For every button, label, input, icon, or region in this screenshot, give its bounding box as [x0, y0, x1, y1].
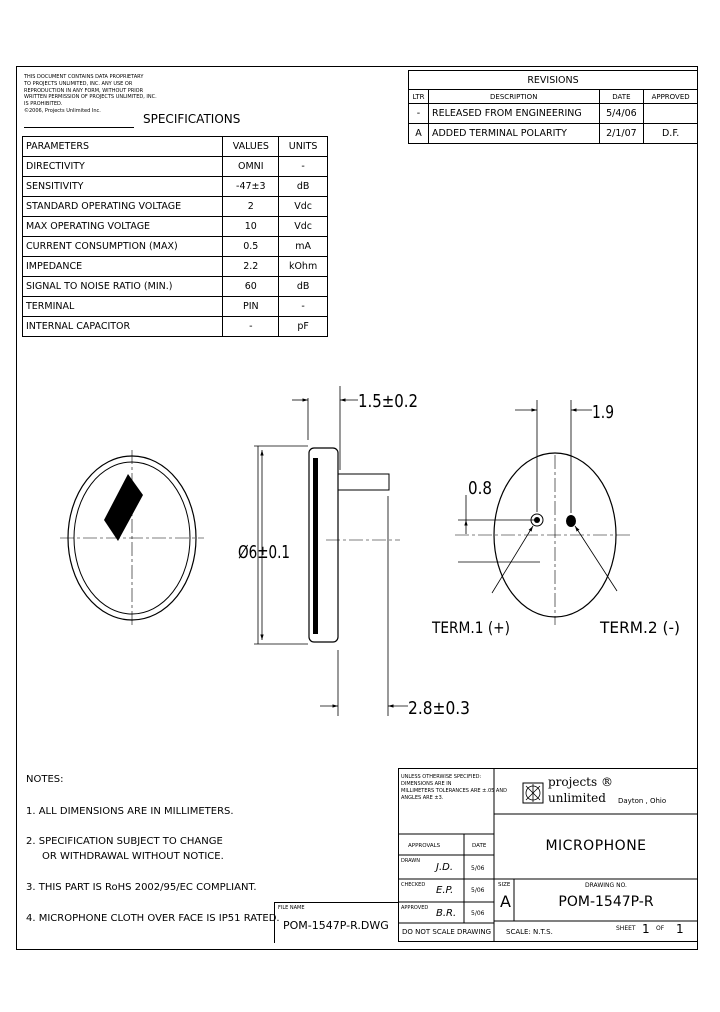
- drawing-title: MICROPHONE: [545, 838, 647, 854]
- of-label: OF: [656, 925, 665, 932]
- column-header: DATE: [599, 90, 644, 104]
- title-block: [398, 768, 698, 942]
- drawn-date: 5/06: [471, 865, 485, 872]
- felt-patch: [104, 474, 143, 541]
- checked-label: CHECKED: [401, 882, 426, 888]
- spec-parameter: MAX OPERATING VOLTAGE: [23, 217, 223, 237]
- scale-label: SCALE: N.T.S.: [506, 928, 553, 936]
- drawing-no-label: DRAWING NO.: [585, 882, 627, 889]
- approved-by: B.R.: [436, 908, 457, 919]
- company-logo-icon: [522, 782, 544, 804]
- notice-line: IS PROHIBITED.: [24, 101, 63, 108]
- spec-parameter: SENSITIVITY: [23, 177, 223, 197]
- spec-value: 60: [223, 277, 279, 297]
- tolerance-line: MILLIMETERS TOLERANCES ARE ±.05 AND: [401, 788, 507, 794]
- drawn-label: DRAWN: [401, 858, 420, 864]
- revisions-title: REVISIONS: [409, 71, 698, 90]
- notice-line: REPRODUCTION IN ANY FORM, WITHOUT PRIOR: [24, 87, 144, 94]
- spec-value: -: [223, 317, 279, 337]
- revision-description: RELEASED FROM ENGINEERING: [428, 104, 599, 124]
- spec-value: OMNI: [223, 157, 279, 177]
- revision-approved: D.F.: [644, 124, 698, 144]
- note-item: 2. SPECIFICATION SUBJECT TO CHANGE: [26, 836, 223, 847]
- file-name: POM-1547P-R.DWG: [283, 919, 389, 932]
- approved-label: APPROVED: [401, 905, 429, 911]
- checked-date: 5/06: [471, 887, 485, 894]
- tolerance-line: UNLESS OTHERWISE SPECIFIED:: [401, 774, 482, 780]
- tolerance-line: DIMENSIONS ARE IN: [401, 781, 452, 787]
- spec-unit: pF: [279, 317, 328, 337]
- revision-ltr: A: [409, 124, 429, 144]
- sheet-label: SHEET: [616, 925, 636, 932]
- company-name-line1: projects ®: [548, 775, 613, 789]
- spec-parameter: INTERNAL CAPACITOR: [23, 317, 223, 337]
- company-location: Dayton , Ohio: [618, 797, 667, 805]
- notice-line: THIS DOCUMENT CONTAINS DATA PROPRIETARY: [24, 74, 144, 80]
- note-item: 3. THIS PART IS RoHS 2002/95/EC COMPLIANT.: [26, 882, 257, 893]
- spec-unit: kOhm: [279, 257, 328, 277]
- spec-parameter: DIRECTIVITY: [23, 157, 223, 177]
- sheet-total: 1: [676, 922, 684, 936]
- spec-value: 2.2: [223, 257, 279, 277]
- company-name-line2: unlimited: [548, 791, 606, 805]
- term2-label: TERM.2 (-): [599, 618, 680, 637]
- column-header: LTR: [409, 90, 429, 104]
- front-view: [60, 450, 204, 628]
- spec-unit: dB: [279, 177, 328, 197]
- spec-value: -47±3: [223, 177, 279, 197]
- spec-unit: mA: [279, 237, 328, 257]
- spec-parameter: CURRENT CONSUMPTION (MAX): [23, 237, 223, 257]
- column-header: APPROVED: [644, 90, 698, 104]
- dim-total-label: 2.8±0.3: [408, 698, 470, 719]
- note-item: 1. ALL DIMENSIONS ARE IN MILLIMETERS.: [26, 806, 234, 817]
- size-value: A: [500, 892, 511, 911]
- revision-date: 2/1/07: [599, 124, 644, 144]
- revision-description: ADDED TERMINAL POLARITY: [428, 124, 599, 144]
- do-not-scale: DO NOT SCALE DRAWING: [402, 928, 492, 936]
- spec-value: 2: [223, 197, 279, 217]
- spec-parameter: SIGNAL TO NOISE RATIO (MIN.): [23, 277, 223, 297]
- spec-unit: -: [279, 297, 328, 317]
- column-header: PARAMETERS: [23, 137, 223, 157]
- note-item: 4. MICROPHONE CLOTH OVER FACE IS IP51 RATED.: [26, 913, 280, 924]
- term1-label: TERM.1 (+): [431, 618, 510, 637]
- column-header: VALUES: [223, 137, 279, 157]
- sheet-number: 1: [642, 922, 650, 936]
- spec-parameter: IMPEDANCE: [23, 257, 223, 277]
- notice-line: TO PROJECTS UNLIMITED, INC. ANY USE OR: [24, 80, 133, 87]
- notice-line: WRITTEN PERMISSION OF PROJECTS UNLIMITED, INC.: [24, 94, 157, 101]
- spec-value: 0.5: [223, 237, 279, 257]
- date-label: DATE: [472, 843, 487, 849]
- revision-ltr: -: [409, 104, 429, 124]
- spec-parameter: STANDARD OPERATING VOLTAGE: [23, 197, 223, 217]
- spec-unit: Vdc: [279, 197, 328, 217]
- spec-value: PIN: [223, 297, 279, 317]
- spec-unit: dB: [279, 277, 328, 297]
- notice-line: ©2006, Projects Unlimited Inc.: [24, 107, 101, 114]
- dim-pin-spacing-label: 1.9: [592, 402, 614, 423]
- file-name-box: [274, 902, 399, 943]
- drawn-by: J.D.: [436, 862, 454, 873]
- note-item: OR WITHDRAWAL WITHOUT NOTICE.: [42, 851, 224, 862]
- dim-diameter-label: Ø6±0.1: [238, 542, 290, 563]
- column-header: UNITS: [279, 137, 328, 157]
- approvals-label: APPROVALS: [408, 843, 441, 849]
- specifications-label: SPECIFICATIONS: [143, 112, 241, 126]
- approved-date: 5/06: [471, 910, 485, 917]
- dim-thickness-label: 1.5±0.2: [358, 391, 418, 412]
- drawing-number: POM-1547P-R: [558, 894, 654, 910]
- spec-unit: Vdc: [279, 217, 328, 237]
- spec-parameter: TERMINAL: [23, 297, 223, 317]
- size-label: SIZE: [498, 882, 511, 888]
- spec-unit: -: [279, 157, 328, 177]
- checked-by: E.P.: [436, 885, 454, 896]
- tolerance-note: [401, 774, 507, 802]
- column-header: DESCRIPTION: [428, 90, 599, 104]
- revision-date: 5/4/06: [599, 104, 644, 124]
- file-name-label: FILE NAME: [278, 905, 305, 911]
- spec-value: 10: [223, 217, 279, 237]
- tolerance-line: ANGLES ARE ±3.: [401, 795, 444, 801]
- back-view: [455, 400, 630, 625]
- notes-title: NOTES:: [26, 774, 64, 785]
- dim-pin-dia-label: 0.8: [468, 478, 492, 499]
